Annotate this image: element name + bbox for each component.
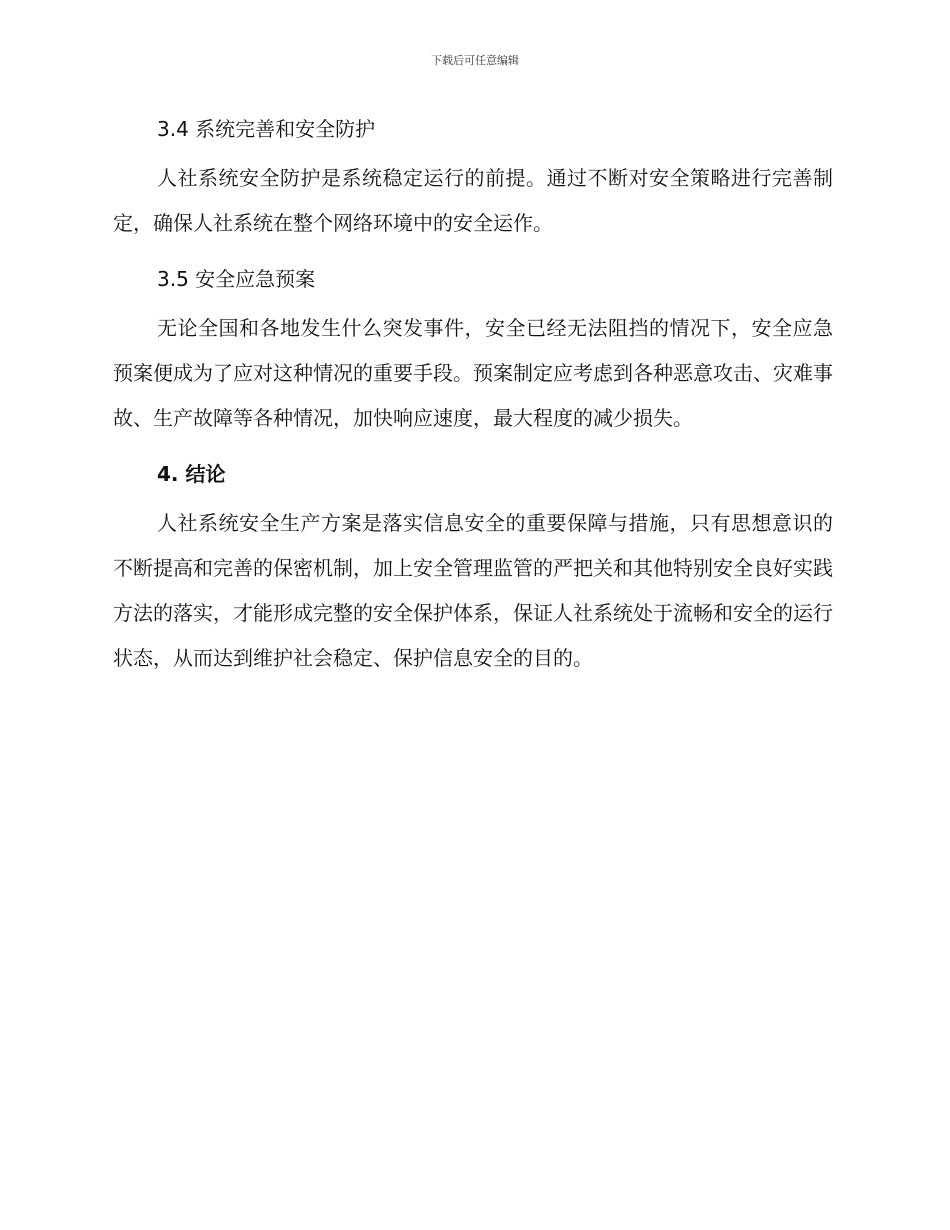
section-heading-3-5: 3.5 安全应急预案 [157,267,316,291]
section-heading-conclusion: 4. 结论 [157,462,226,486]
section-paragraph-3-5: 无论全国和各地发生什么突发事件，安全已经无法阻挡的情况下，安全应急预案便成为了应对这种情况的重要手段。预案制定应考虑到各种恶意攻击、灾难事故、生产故障等各种情况，加快响应速度，最大程度的减少损失。 [113,316,833,430]
section-paragraph-conclusion: 人社系统安全生产方案是落实信息安全的重要保障与措施，只有思想意识的不断提高和完善的保密机制，加上安全管理监管的严把关和其他特别安全良好实践方法的落实，才能形成完整的安全保护体系，保证人社系统处于流畅和安全的运行状态，从而达到维护社会稳定、保护信息安全的目的。 [113,511,833,670]
page-header: 下载后可任意编辑 [431,54,519,67]
section-heading-3-4: 3.4 系统完善和安全防护 [157,117,376,141]
section-paragraph-3-4: 人社系统安全防护是系统稳定运行的前提。通过不断对安全策略进行完善制定，确保人社系统在整个网络环境中的安全运作。 [113,166,833,235]
document-body [113,112,833,697]
